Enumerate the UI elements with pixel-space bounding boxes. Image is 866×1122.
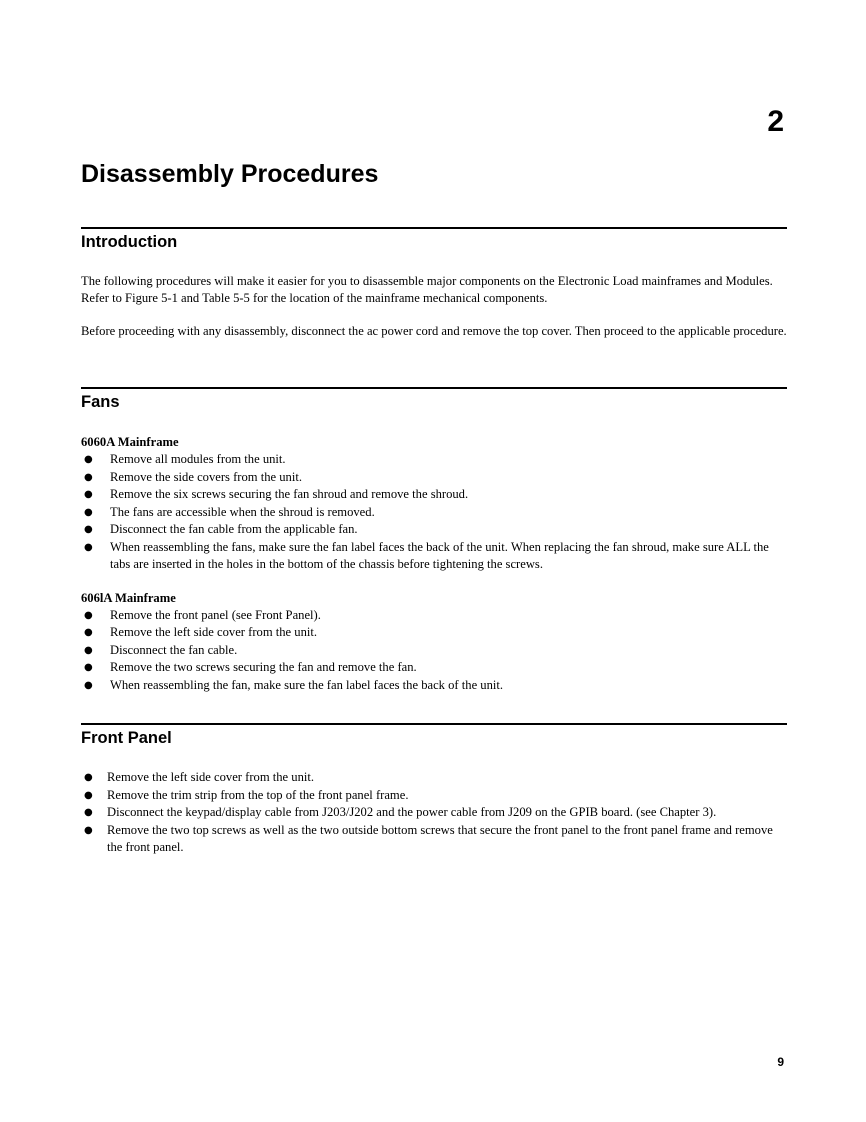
list-item: ● Remove all modules from the unit. (81, 451, 787, 469)
list-item: ● Remove the side covers from the unit. (81, 469, 787, 487)
bullet-icon: ● (84, 627, 93, 638)
section-divider (81, 387, 787, 389)
section-front-panel (81, 723, 787, 857)
list-item: ● Remove the front panel (see Front Panel). (81, 607, 787, 625)
section-heading-front-panel: Front Panel (81, 729, 172, 747)
list-item: ● Remove the two screws securing the fan and remove the fan. (81, 659, 787, 677)
bullet-icon: ● (84, 541, 93, 553)
bullet-icon: ● (84, 789, 93, 801)
list-item: ● The fans are accessible when the shroud is removed. (81, 504, 787, 522)
list-item: ● Disconnect the fan cable from the applicable fan. (81, 521, 787, 539)
subheading-6061a-mainframe: 606lA Mainframe (81, 590, 176, 605)
section-heading-fans: Fans (81, 393, 120, 411)
bullet-icon: ● (84, 609, 93, 621)
chapter-title: Disassembly Procedures (81, 160, 379, 188)
list-item: ● Disconnect the keypad/display cable from J203/J202 and the power cable from J209 on the GPIB board. (see Chapter 3). (81, 804, 787, 822)
section-divider (81, 227, 787, 229)
bullet-icon: ● (84, 506, 93, 518)
list-item: ● Remove the two top screws as well as the two outside bottom screws that secure the front panel to the front panel frame and remove the front panel. (84, 822, 773, 854)
bullet-icon: ● (84, 662, 93, 673)
section-heading-introduction: Introduction (81, 233, 178, 251)
list-item: ● When reassembling the fans, make sure the fan label faces the back of the unit. When replacing the fan shroud, make sure ALL the tabs are inserted in the holes in the bottom of the chassis before tightening the screws. (84, 539, 769, 571)
bullet-icon: ● (84, 644, 93, 656)
list-6060a-steps (81, 451, 787, 574)
section-divider (81, 723, 787, 725)
list-item: ● Remove the six screws securing the fan shroud and remove the shroud. (81, 486, 787, 504)
list-front-panel-steps (81, 769, 787, 857)
list-item: ● Remove the left side cover from the unit. (81, 624, 787, 642)
bullet-icon: ● (84, 824, 93, 836)
bullet-icon: ● (84, 524, 93, 535)
list-item: ● Remove the trim strip from the top of the front panel frame. (81, 787, 787, 805)
list-item: ● Remove the left side cover from the unit. (81, 769, 787, 787)
subheading-6060a-mainframe: 6060A Mainframe (81, 435, 179, 449)
bullet-icon: ● (84, 772, 93, 783)
section-introduction (81, 227, 787, 340)
intro-paragraph: The following procedures will make it easier for you to disassemble major components on the Electronic Load mainframes and Modules. Refer to Figure 5-1 and Table 5-5 for the location of the mainframe mechanical components. (81, 274, 773, 305)
list-6061a-steps (81, 607, 787, 695)
bullet-icon: ● (84, 454, 93, 465)
bullet-icon: ● (84, 489, 93, 500)
intro-paragraph: Before proceeding with any disassembly, disconnect the ac power cord and remove the top cover. Then proceed to the applicable procedure. (81, 324, 787, 339)
page-number: 9 (777, 1055, 784, 1069)
bullet-icon: ● (84, 807, 93, 818)
chapter-number: 2 (767, 105, 784, 138)
bullet-icon: ● (84, 471, 93, 483)
bullet-icon: ● (84, 679, 93, 691)
list-item: ● When reassembling the fan, make sure the fan label faces the back of the unit. (81, 677, 787, 695)
list-item: ● Disconnect the fan cable. (81, 642, 787, 660)
section-fans (81, 387, 787, 694)
